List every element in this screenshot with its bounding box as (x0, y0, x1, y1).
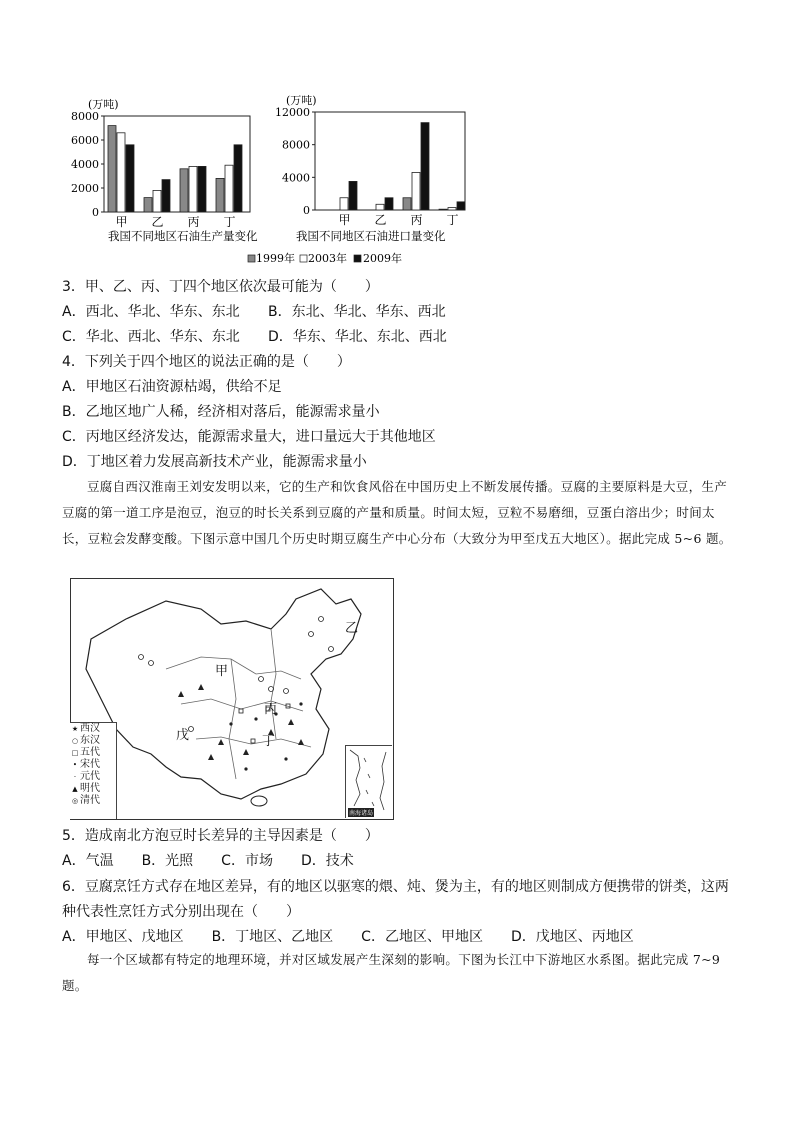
bar-2003年-丁 (225, 165, 233, 212)
map-legend (70, 722, 117, 819)
map-region-bing: 丙 (264, 702, 278, 717)
legend-row (70, 747, 116, 759)
map-region-ding: 丁 (262, 734, 276, 749)
q6-options: A．甲地区、戊地区 B．丁地区、乙地区 C．乙地区、甲地区 D．戊地区、丙地区 (62, 929, 634, 945)
q3-stem: 3．甲、乙、丙、丁四个地区依次最可能为（ ） (62, 279, 379, 295)
bar-1999年-丁 (439, 209, 447, 210)
x-category-label: 丁 (223, 215, 236, 229)
bar-2009年-丙 (421, 123, 429, 210)
x-category-label: 丙 (187, 215, 200, 229)
legend-label: 宋代 (80, 759, 100, 770)
legend-label: 元代 (80, 771, 100, 782)
y-tick-label: 0 (92, 206, 99, 219)
legend-symbol: • (72, 761, 78, 769)
chart1-unit: (万吨) (88, 98, 119, 111)
x-category-label: 甲 (115, 215, 128, 229)
bar-2003年-丁 (448, 208, 456, 210)
chart1-title: 我国不同地区石油生产量变化 (108, 229, 258, 243)
legend-label: 明代 (80, 783, 100, 794)
bar-2003年-乙 (153, 190, 161, 212)
y-tick-label: 6000 (71, 134, 99, 147)
bar-2003年-丙 (412, 172, 420, 210)
legend-row (70, 759, 116, 771)
chart2-unit: (万吨) (286, 94, 317, 107)
bar-2009年-甲 (349, 181, 357, 210)
y-tick-label: 8000 (282, 138, 310, 152)
q6-stem-line1: 6．豆腐烹饪方式存在地区差异，有的地区以驱寒的煨、炖、煲为主，有的地区则制成方便携带的饼类，这两 (62, 879, 729, 895)
q5-stem: 5．造成南北方泡豆时长差异的主导因素是（ ） (62, 828, 379, 844)
y-tick-label: 0 (303, 204, 310, 217)
y-tick-label: 2000 (71, 182, 99, 195)
q6-stem-line2: 种代表性烹饪方式分别出现在（ ） (62, 904, 300, 920)
q3-option-a: A．西北、华北、华东、东北 (62, 304, 240, 320)
legend-row (70, 783, 116, 795)
bar-1999年-丙 (180, 169, 188, 212)
legend-label: 清代 (80, 795, 100, 806)
legend-symbol: □ (71, 749, 79, 757)
legend-label: 西汉 (80, 723, 100, 734)
q3-option-c: C．华北、西北、华东、东北 (62, 329, 240, 345)
x-category-label: 乙 (374, 213, 387, 227)
legend-swatch-1999 (248, 255, 255, 262)
oil-charts (60, 90, 480, 270)
legend-label: 五代 (80, 747, 100, 758)
y-tick-label: 4000 (71, 158, 99, 171)
bar-1999年-丙 (403, 198, 411, 210)
x-category-label: 丙 (410, 213, 423, 227)
x-category-label: 丁 (446, 213, 459, 227)
y-tick-label: 8000 (71, 110, 99, 123)
legend-swatch-2003 (300, 255, 307, 262)
legend-symbol: ○ (71, 737, 79, 745)
bar-1999年-乙 (144, 198, 152, 212)
bar-2003年-甲 (117, 133, 125, 212)
legend-label-2009: 2009年 (363, 252, 402, 265)
map-region-wu: 戊 (176, 728, 190, 743)
bar-2009年-丁 (457, 202, 465, 210)
legend-symbol: ◎ (71, 797, 79, 805)
legend-label-1999: 1999年 (256, 252, 295, 265)
legend-swatch-2009 (354, 255, 361, 262)
legend-symbol: · (73, 773, 77, 781)
legend-row (70, 795, 116, 807)
bar-2009年-甲 (126, 145, 134, 212)
legend-row (70, 723, 116, 735)
q3-option-d: D．华东、华北、东北、西北 (268, 329, 447, 345)
q3-option-b: B．东北、华北、华东、西北 (268, 304, 446, 320)
q4-option-c: C．丙地区经济发达，能源需求量大，进口量远大于其他地区 (62, 429, 436, 445)
q5-options: A．气温 B．光照 C．市场 D．技术 (62, 853, 354, 869)
x-category-label: 甲 (338, 213, 351, 227)
legend-symbol: ▲ (72, 785, 78, 793)
legend-row (70, 735, 116, 747)
bar-2003年-丙 (189, 166, 197, 212)
q4-option-a: A．甲地区石油资源枯竭，供给不足 (62, 379, 282, 395)
bar-2003年-甲 (340, 198, 348, 210)
y-tick-label: 12000 (275, 106, 310, 119)
yangtze-intro-paragraph: 每一个区域都有特定的地理环境，并对区域发展产生深刻的影响。下图为长江中下游地区水系图。据此完成 7~9 题。 (62, 952, 721, 993)
legend-label: 东汉 (80, 735, 100, 746)
inset-label: 南海诸岛 (349, 810, 374, 817)
bar-2009年-乙 (162, 180, 170, 212)
legend-row (70, 771, 116, 783)
legend-symbol: ★ (71, 725, 79, 733)
chart-legend (248, 251, 402, 265)
y-tick-label: 4000 (282, 171, 310, 185)
bar-2009年-乙 (385, 198, 393, 210)
bar-1999年-丁 (216, 178, 224, 212)
q4-option-b: B．乙地区地广人稀，经济相对落后，能源需求量小 (62, 404, 380, 420)
bar-2003年-乙 (376, 204, 384, 210)
x-category-label: 乙 (151, 215, 164, 229)
bar-2009年-丙 (198, 166, 206, 212)
map-region-yi: 乙 (345, 621, 359, 636)
q4-option-d: D．丁地区着力发展高新技术产业，能源需求量小 (62, 454, 367, 470)
bar-2009年-丁 (234, 145, 242, 212)
tofu-intro-paragraph: 豆腐自西汉淮南王刘安发明以来，它的生产和饮食风俗在中国历史上不断发展传播。豆腐的主要原料是大豆，生产豆腐的第一道工序是泡豆，泡豆的时长关系到豆腐的产量和质量。时间太短，豆粒不易磨细，豆蛋白溶出少；时间太长，豆粒会发酵变酸。下图示意中国几个历史时期豆腐生产中心分布（大致分为甲至戊五大地区）。据此完成 5~6 题。 (62, 479, 732, 546)
bar-1999年-甲 (108, 126, 116, 212)
q4-stem: 4．下列关于四个地区的说法正确的是（ ） (62, 354, 351, 370)
map-region-jia: 甲 (215, 664, 229, 679)
chart2-title: 我国不同地区石油进口量变化 (296, 229, 446, 243)
legend-label-2003: 2003年 (308, 252, 347, 265)
